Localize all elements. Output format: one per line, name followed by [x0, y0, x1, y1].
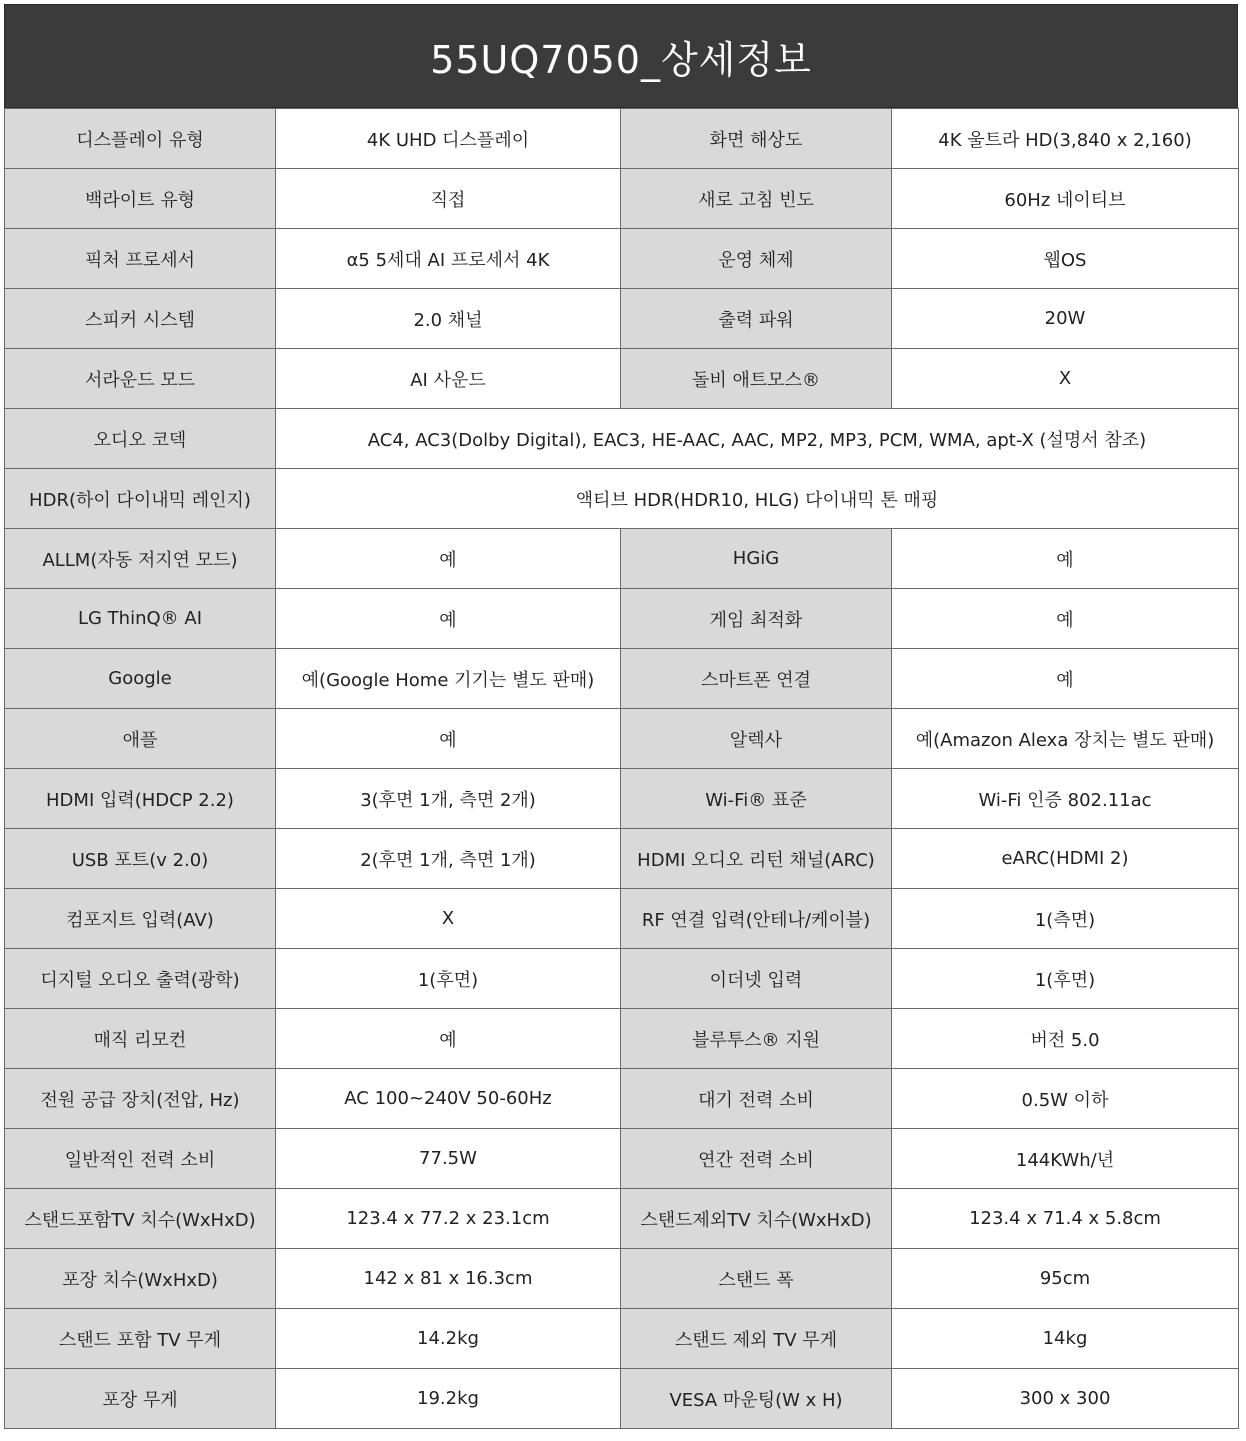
spec-value: 1(측면) — [892, 889, 1239, 949]
spec-row — [5, 529, 1239, 589]
spec-row — [5, 889, 1239, 949]
spec-label: Wi-Fi® 표준 — [621, 769, 892, 829]
spec-value: 14.2kg — [276, 1309, 621, 1369]
spec-label: 스탠드 제외 TV 무게 — [621, 1309, 892, 1369]
spec-label: ALLM(자동 저지연 모드) — [5, 529, 276, 589]
spec-label: HDMI 입력(HDCP 2.2) — [5, 769, 276, 829]
spec-label: 포장 무게 — [5, 1369, 276, 1429]
spec-value: 20W — [892, 289, 1239, 349]
spec-label: 돌비 애트모스® — [621, 349, 892, 409]
spec-label: 포장 치수(WxHxD) — [5, 1249, 276, 1309]
spec-row — [5, 289, 1239, 349]
spec-label: 백라이트 유형 — [5, 169, 276, 229]
spec-label: RF 연결 입력(안테나/케이블) — [621, 889, 892, 949]
spec-label: HDR(하이 다이내믹 레인지) — [5, 469, 276, 529]
spec-value: 웹OS — [892, 229, 1239, 289]
spec-row — [5, 589, 1239, 649]
spec-value: 예 — [276, 1009, 621, 1069]
spec-value: 95cm — [892, 1249, 1239, 1309]
spec-label: 알렉사 — [621, 709, 892, 769]
spec-value: 버전 5.0 — [892, 1009, 1239, 1069]
spec-value: 123.4 x 71.4 x 5.8cm — [892, 1189, 1239, 1249]
spec-value: 예 — [276, 709, 621, 769]
spec-label: 전원 공급 장치(전압, Hz) — [5, 1069, 276, 1129]
spec-label: Google — [5, 649, 276, 709]
spec-value: 예 — [892, 529, 1239, 589]
spec-label: 이더넷 입력 — [621, 949, 892, 1009]
spec-row — [5, 169, 1239, 229]
spec-value: 예(Google Home 기기는 별도 판매) — [276, 649, 621, 709]
spec-value: 2.0 채널 — [276, 289, 621, 349]
spec-label: 스피커 시스템 — [5, 289, 276, 349]
spec-label: 출력 파워 — [621, 289, 892, 349]
spec-label: 픽처 프로세서 — [5, 229, 276, 289]
spec-row — [5, 469, 1239, 529]
spec-value: 예 — [892, 649, 1239, 709]
spec-label: 스탠드 폭 — [621, 1249, 892, 1309]
spec-value: Wi-Fi 인증 802.11ac — [892, 769, 1239, 829]
spec-value: 예 — [276, 589, 621, 649]
spec-row — [5, 409, 1239, 469]
spec-label: LG ThinQ® AI — [5, 589, 276, 649]
spec-table — [4, 108, 1239, 1429]
spec-label: 일반적인 전력 소비 — [5, 1129, 276, 1189]
spec-row — [5, 229, 1239, 289]
spec-value: AC 100~240V 50-60Hz — [276, 1069, 621, 1129]
spec-value: 77.5W — [276, 1129, 621, 1189]
spec-row — [5, 1129, 1239, 1189]
spec-value: 144KWh/년 — [892, 1129, 1239, 1189]
spec-value: X — [276, 889, 621, 949]
spec-label: 운영 체제 — [621, 229, 892, 289]
spec-label: 서라운드 모드 — [5, 349, 276, 409]
spec-row — [5, 649, 1239, 709]
spec-value: X — [892, 349, 1239, 409]
spec-label: 블루투스® 지원 — [621, 1009, 892, 1069]
spec-row — [5, 1369, 1239, 1429]
spec-row — [5, 1009, 1239, 1069]
spec-value: 142 x 81 x 16.3cm — [276, 1249, 621, 1309]
spec-value: 액티브 HDR(HDR10, HLG) 다이내믹 톤 매핑 — [276, 469, 1239, 529]
spec-value: 19.2kg — [276, 1369, 621, 1429]
spec-row — [5, 109, 1239, 169]
spec-label: 디지털 오디오 출력(광학) — [5, 949, 276, 1009]
spec-row — [5, 349, 1239, 409]
spec-row — [5, 949, 1239, 1009]
spec-row — [5, 1309, 1239, 1369]
spec-label: 애플 — [5, 709, 276, 769]
spec-value: 1(후면) — [276, 949, 621, 1009]
spec-row — [5, 709, 1239, 769]
spec-label: 스탠드 포함 TV 무게 — [5, 1309, 276, 1369]
spec-label: HDMI 오디오 리턴 채널(ARC) — [621, 829, 892, 889]
spec-value: 4K 울트라 HD(3,840 x 2,160) — [892, 109, 1239, 169]
spec-value: 0.5W 이하 — [892, 1069, 1239, 1129]
spec-sheet — [4, 4, 1238, 1429]
spec-row — [5, 769, 1239, 829]
spec-label: 새로 고침 빈도 — [621, 169, 892, 229]
spec-row — [5, 1069, 1239, 1129]
spec-value: 1(후면) — [892, 949, 1239, 1009]
spec-value: 직접 — [276, 169, 621, 229]
spec-label: 오디오 코덱 — [5, 409, 276, 469]
spec-value: 예 — [892, 589, 1239, 649]
spec-label: 대기 전력 소비 — [621, 1069, 892, 1129]
spec-value: 2(후면 1개, 측면 1개) — [276, 829, 621, 889]
spec-row — [5, 1249, 1239, 1309]
spec-value: 60Hz 네이티브 — [892, 169, 1239, 229]
spec-value: 300 x 300 — [892, 1369, 1239, 1429]
spec-value: 예 — [276, 529, 621, 589]
spec-value: 3(후면 1개, 측면 2개) — [276, 769, 621, 829]
spec-label: USB 포트(v 2.0) — [5, 829, 276, 889]
spec-label: 매직 리모컨 — [5, 1009, 276, 1069]
spec-label: 디스플레이 유형 — [5, 109, 276, 169]
spec-label: HGiG — [621, 529, 892, 589]
spec-value: 123.4 x 77.2 x 23.1cm — [276, 1189, 621, 1249]
spec-label: 스탠드포함TV 치수(WxHxD) — [5, 1189, 276, 1249]
spec-value: 4K UHD 디스플레이 — [276, 109, 621, 169]
spec-value: eARC(HDMI 2) — [892, 829, 1239, 889]
spec-row — [5, 829, 1239, 889]
spec-label: 게임 최적화 — [621, 589, 892, 649]
spec-value: 14kg — [892, 1309, 1239, 1369]
spec-row — [5, 1189, 1239, 1249]
spec-value: AI 사운드 — [276, 349, 621, 409]
spec-value: α5 5세대 AI 프로세서 4K — [276, 229, 621, 289]
spec-value: AC4, AC3(Dolby Digital), EAC3, HE-AAC, AAC, MP2, MP3, PCM, WMA, apt-X (설명서 참조) — [276, 409, 1239, 469]
page-title: 55UQ7050_상세정보 — [4, 4, 1238, 108]
spec-label: 화면 해상도 — [621, 109, 892, 169]
spec-label: 스마트폰 연결 — [621, 649, 892, 709]
spec-label: VESA 마운팅(W x H) — [621, 1369, 892, 1429]
spec-label: 컴포지트 입력(AV) — [5, 889, 276, 949]
spec-label: 스탠드제외TV 치수(WxHxD) — [621, 1189, 892, 1249]
spec-value: 예(Amazon Alexa 장치는 별도 판매) — [892, 709, 1239, 769]
spec-label: 연간 전력 소비 — [621, 1129, 892, 1189]
